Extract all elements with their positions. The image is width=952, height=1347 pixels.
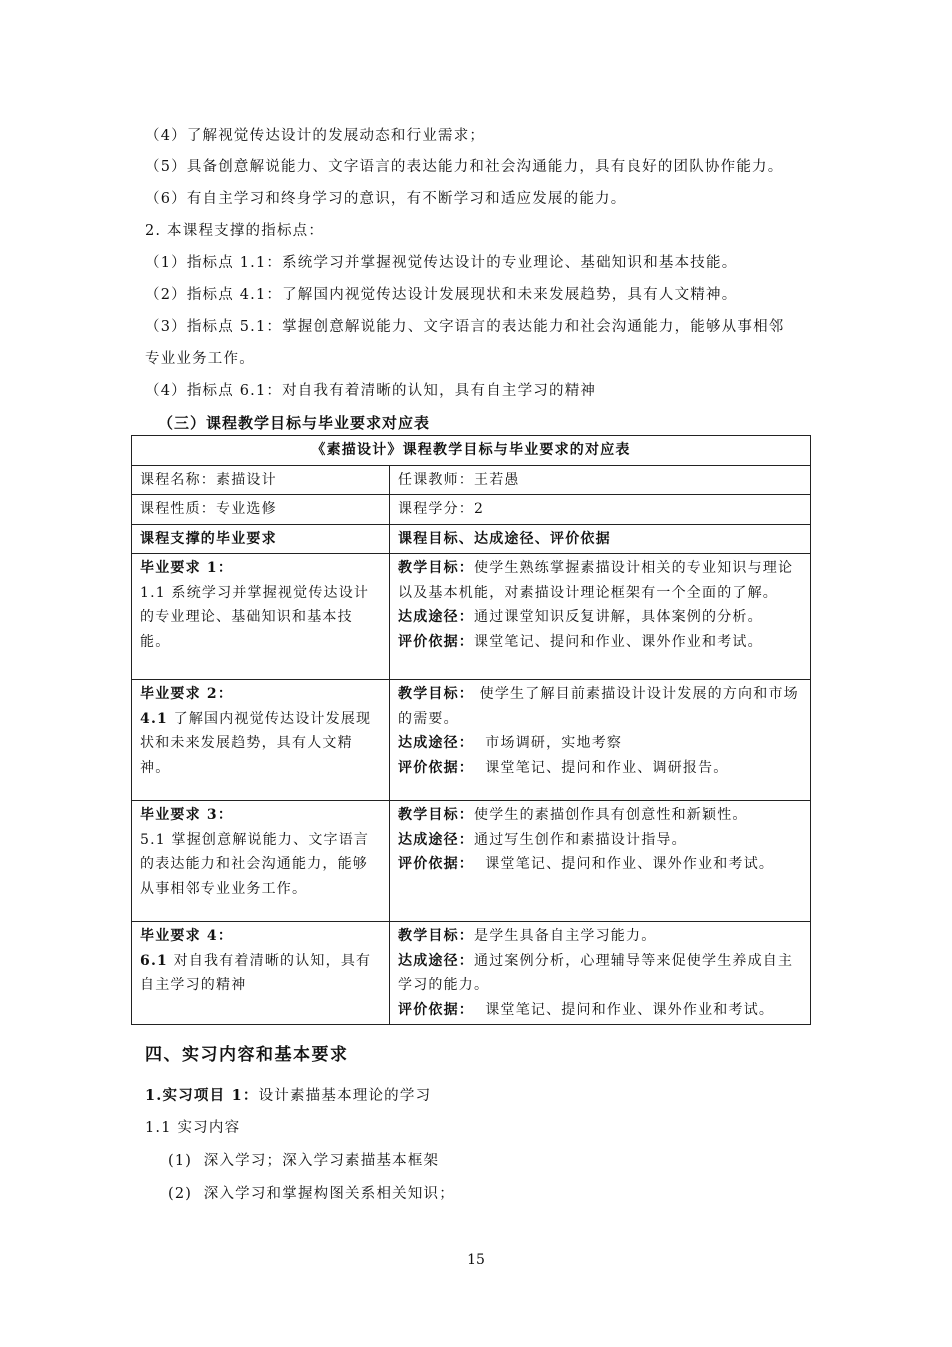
course-credits: 课程学分：2 [390,495,811,525]
paragraph-5: （5）具备创意解说能力、文字语言的表达能力和社会沟通能力，具有良好的团队协作能力。 [145,159,784,175]
practice-item-1 [145,1086,431,1106]
requirement-cell [132,922,390,1025]
path-label: 达成途径： [398,735,474,751]
practice-subheading: 1.1 实习内容 [145,1120,241,1136]
table-row [132,554,811,680]
practice-line-2: (2) 深入学习和掌握构图关系相关知识； [168,1186,455,1202]
section-heading: （三）课程教学目标与毕业要求对应表 [158,414,431,432]
indicator-3-cont: 专业业务工作。 [145,351,255,367]
requirement-label: 毕业要求 2： [140,686,234,702]
indicator-heading: 2. 本课程支撑的指标点： [145,223,325,239]
goal-cell [390,680,811,801]
path-label: 达成途径： [398,831,474,848]
practice-item-text: 设计素描基本理论的学习 [258,1088,432,1104]
path-label: 达成途径： [398,609,474,625]
eval-text: 课堂笔记、提问和作业、课外作业和考试。 [474,856,775,872]
requirement-number: 4.1 [140,710,168,727]
col2-header: 课程目标、达成途径、评价依据 [390,524,811,554]
indicator-1: （1）指标点 1.1：系统学习并掌握视觉传达设计的专业理论、基础知识和基本技能。 [145,255,738,271]
requirement-text: 1.1 系统学习并掌握视觉传达设计的专业理论、基础知识和基本技能。 [140,584,370,650]
goal-text: 使学生了解目前素描设计设计发展的方向和市场的需要。 [398,686,799,727]
practice-line-1: (1) 深入学习；深入学习素描基本框架 [168,1153,440,1169]
course-mapping-table [131,435,811,1025]
requirement-cell [132,554,390,680]
requirement-label: 毕业要求 3： [140,807,234,823]
table-row [132,922,811,1025]
paragraph-6: （6）有自主学习和终身学习的意识，有不断学习和适应发展的能力。 [145,191,627,207]
practice-item-label: 1.实习项目 1： [145,1087,259,1104]
goal-cell [390,801,811,922]
requirement-cell [132,801,390,922]
requirement-label: 毕业要求 4： [140,928,234,944]
requirement-number: 6.1 [140,952,168,969]
eval-label: 评价依据： [398,759,474,776]
goal-cell [390,922,811,1025]
table-row [132,680,811,801]
eval-label: 评价依据： [398,856,474,872]
requirement-cell [132,680,390,801]
goal-label: 教学目标： [398,560,474,576]
requirement-text: 5.1 掌握创意解说能力、文字语言的表达能力和社会沟通能力，能够从事相邻专业业务工作。 [140,831,370,897]
requirement-text: 对自我有着清晰的认知，具有自主学习的精神 [140,952,372,993]
requirement-text: 了解国内视觉传达设计发展现状和未来发展趋势，具有人文精神。 [140,710,372,776]
path-text: 通过课堂知识反复讲解，具体案例的分析。 [474,609,763,625]
path-text: 市场调研，实地考察 [474,735,623,751]
path-text: 通过写生创作和素描设计指导。 [474,831,687,848]
chapter-heading: 四、实习内容和基本要求 [145,1045,349,1065]
goal-text: 使学生熟练掌握素描设计相关的专业知识与理论以及基本机能，对素描设计理论框架有一个全面的了解。 [398,560,794,601]
requirement-label: 毕业要求 1： [140,560,234,576]
page-number: 15 [467,1252,485,1268]
table-row [132,801,811,922]
path-text: 通过案例分析，心理辅导等来促使学生养成自主学习的能力。 [398,952,794,993]
goal-text: 使学生的素描创作具有创意性和新颖性。 [474,807,748,823]
goal-label: 教学目标： [398,686,474,702]
indicator-3: （3）指标点 5.1：掌握创意解说能力、文字语言的表达能力和社会沟通能力，能够从事相邻 [145,319,785,335]
course-nature: 课程性质：专业选修 [132,495,390,525]
table-title: 《素描设计》课程教学目标与毕业要求的对应表 [132,436,811,466]
indicator-2: （2）指标点 4.1：了解国内视觉传达设计发展现状和未来发展趋势，具有人文精神。 [145,287,738,303]
goal-label: 教学目标： [398,807,474,823]
eval-label: 评价依据： [398,633,474,650]
course-name: 课程名称：素描设计 [132,465,390,495]
path-label: 达成途径： [398,952,474,969]
eval-text: 课堂笔记、提问和作业、课外作业和考试。 [474,633,763,650]
eval-text: 课堂笔记、提问和作业、课外作业和考试。 [474,1001,775,1018]
eval-label: 评价依据： [398,1001,474,1018]
goal-label: 教学目标： [398,928,474,944]
eval-text: 课堂笔记、提问和作业、调研报告。 [474,759,729,776]
goal-text: 是学生具备自主学习能力。 [474,928,657,944]
indicator-4: （4）指标点 6.1：对自我有着清晰的认知，具有自主学习的精神 [145,383,597,399]
col1-header: 课程支撑的毕业要求 [132,524,390,554]
goal-cell [390,554,811,680]
teacher: 任课教师：王若愚 [390,465,811,495]
paragraph-4: （4）了解视觉传达设计的发展动态和行业需求； [145,128,486,144]
